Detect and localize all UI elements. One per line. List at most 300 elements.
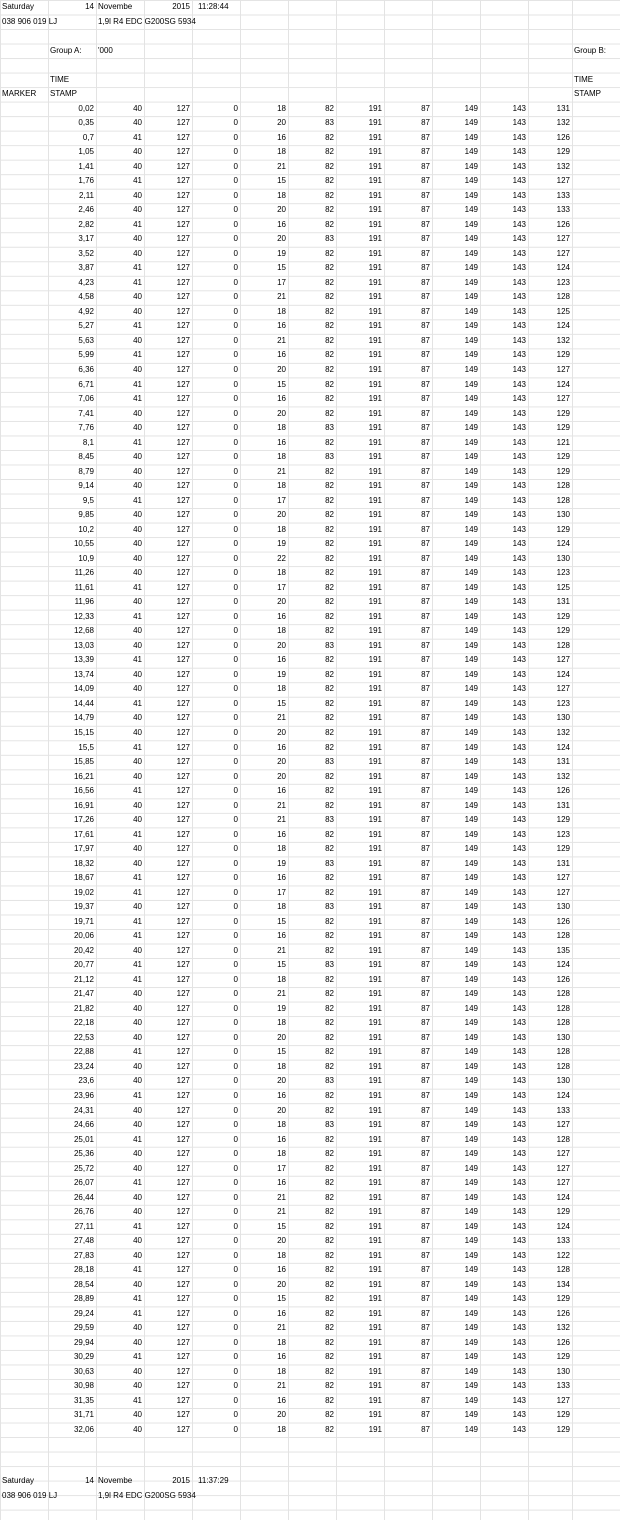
data-cell[interactable]: 143 [512, 742, 526, 752]
data-cell[interactable]: 82 [325, 1061, 334, 1071]
time-stamp-cell[interactable]: 20,06 [73, 931, 94, 941]
data-cell[interactable]: 0 [233, 1134, 238, 1144]
data-cell[interactable]: 0 [233, 423, 238, 433]
data-cell[interactable]: 124 [556, 960, 570, 970]
data-cell[interactable]: 82 [325, 916, 334, 926]
data-cell[interactable]: 82 [325, 466, 334, 476]
data-cell[interactable]: 0 [233, 1279, 238, 1289]
data-cell[interactable]: 87 [421, 176, 430, 186]
time-stamp-cell[interactable]: 26,76 [73, 1207, 94, 1217]
data-cell[interactable]: 191 [368, 698, 382, 708]
data-cell[interactable]: 87 [421, 553, 430, 563]
data-cell[interactable]: 126 [556, 219, 570, 229]
data-cell[interactable]: 0 [233, 539, 238, 549]
data-cell[interactable]: 87 [421, 742, 430, 752]
data-cell[interactable]: 191 [368, 1395, 382, 1405]
data-cell[interactable]: 82 [325, 931, 334, 941]
data-cell[interactable]: 128 [556, 989, 570, 999]
data-cell[interactable]: 149 [464, 1192, 478, 1202]
data-cell[interactable]: 149 [464, 248, 478, 258]
data-cell[interactable]: 149 [464, 1395, 478, 1405]
data-cell[interactable]: 87 [421, 582, 430, 592]
data-cell[interactable]: 0 [233, 553, 238, 563]
data-cell[interactable]: 127 [176, 960, 190, 970]
data-cell[interactable]: 20 [277, 1279, 286, 1289]
data-cell[interactable]: 149 [464, 873, 478, 883]
data-cell[interactable]: 16 [277, 873, 286, 883]
data-cell[interactable]: 18 [277, 1018, 286, 1028]
data-cell[interactable]: 191 [368, 1091, 382, 1100]
data-cell[interactable]: 127 [176, 611, 190, 621]
data-cell[interactable]: 127 [176, 350, 190, 360]
data-cell[interactable]: 143 [512, 277, 526, 287]
data-cell[interactable]: 22 [277, 553, 286, 563]
data-cell[interactable]: 149 [464, 960, 478, 970]
time-stamp-cell[interactable]: 21,12 [73, 974, 94, 984]
data-cell[interactable]: 127 [176, 103, 190, 113]
time-stamp-cell[interactable]: 21,47 [73, 989, 94, 999]
data-cell[interactable]: 18 [277, 1120, 286, 1130]
data-cell[interactable]: 40 [133, 757, 142, 767]
time-stamp-cell[interactable]: 3,87 [78, 263, 94, 273]
data-cell[interactable]: 87 [421, 974, 430, 984]
time-stamp-cell[interactable]: 8,79 [78, 466, 94, 476]
data-cell[interactable]: 40 [133, 568, 142, 578]
data-cell[interactable]: 143 [512, 1265, 526, 1275]
data-cell[interactable]: 191 [368, 1178, 382, 1188]
data-cell[interactable]: 149 [464, 132, 478, 142]
data-cell[interactable]: 18 [277, 684, 286, 694]
time-stamp-cell[interactable]: 28,54 [73, 1279, 94, 1289]
data-cell[interactable]: 127 [176, 1192, 190, 1202]
data-cell[interactable]: 82 [325, 1207, 334, 1217]
data-cell[interactable]: 143 [512, 684, 526, 694]
data-cell[interactable]: 0 [233, 844, 238, 854]
data-cell[interactable]: 0 [233, 379, 238, 389]
data-cell[interactable]: 87 [421, 1091, 430, 1100]
data-cell[interactable]: 143 [512, 481, 526, 491]
data-cell[interactable]: 143 [512, 1105, 526, 1115]
data-cell[interactable]: 127 [176, 1032, 190, 1042]
data-cell[interactable]: 143 [512, 829, 526, 839]
data-cell[interactable]: 191 [368, 582, 382, 592]
data-cell[interactable]: 87 [421, 713, 430, 723]
time-stamp-cell[interactable]: 6,71 [78, 379, 94, 389]
time-stamp-cell[interactable]: 24,31 [73, 1105, 94, 1115]
data-cell[interactable]: 20 [277, 1410, 286, 1420]
data-cell[interactable]: 87 [421, 1047, 430, 1057]
data-cell[interactable]: 191 [368, 335, 382, 345]
data-cell[interactable]: 143 [512, 960, 526, 970]
time-stamp-cell[interactable]: 13,74 [73, 669, 94, 679]
time-stamp-cell[interactable]: 5,99 [78, 350, 94, 360]
time-stamp-cell[interactable]: 1,41 [78, 161, 94, 171]
time-stamp-cell[interactable]: 10,2 [78, 524, 94, 534]
time-header[interactable]: TIME [50, 74, 70, 84]
data-cell[interactable]: 127 [176, 219, 190, 229]
data-cell[interactable]: 127 [176, 815, 190, 825]
time-header-b[interactable]: TIME [574, 74, 594, 84]
data-cell[interactable]: 17 [277, 582, 286, 592]
data-cell[interactable]: 149 [464, 205, 478, 215]
data-cell[interactable]: 82 [325, 1192, 334, 1202]
data-cell[interactable]: 40 [133, 1279, 142, 1289]
data-cell[interactable]: 125 [556, 582, 570, 592]
data-cell[interactable]: 149 [464, 1308, 478, 1318]
data-cell[interactable]: 82 [325, 626, 334, 636]
data-cell[interactable]: 149 [464, 1076, 478, 1086]
data-cell[interactable]: 129 [556, 844, 570, 854]
data-cell[interactable]: 87 [421, 103, 430, 113]
data-cell[interactable]: 0 [233, 1047, 238, 1057]
data-cell[interactable]: 83 [325, 858, 334, 868]
data-cell[interactable]: 16 [277, 1091, 286, 1100]
data-cell[interactable]: 18 [277, 1337, 286, 1347]
data-cell[interactable]: 0 [233, 1337, 238, 1347]
data-cell[interactable]: 0 [233, 713, 238, 723]
data-cell[interactable]: 143 [512, 887, 526, 897]
data-cell[interactable]: 143 [512, 916, 526, 926]
data-cell[interactable]: 40 [133, 234, 142, 244]
data-cell[interactable]: 143 [512, 757, 526, 767]
footer-time[interactable]: 11:37:29 [198, 1476, 229, 1486]
data-cell[interactable]: 127 [556, 1149, 570, 1159]
data-cell[interactable]: 87 [421, 495, 430, 505]
data-cell[interactable]: 128 [556, 1265, 570, 1275]
data-cell[interactable]: 149 [464, 1032, 478, 1042]
data-cell[interactable]: 127 [556, 873, 570, 883]
data-cell[interactable]: 127 [176, 1178, 190, 1188]
data-cell[interactable]: 40 [133, 1410, 142, 1420]
data-cell[interactable]: 149 [464, 1410, 478, 1420]
data-cell[interactable]: 149 [464, 379, 478, 389]
data-cell[interactable]: 143 [512, 786, 526, 796]
time-stamp-cell[interactable]: 11,96 [74, 597, 94, 607]
data-cell[interactable]: 17 [277, 495, 286, 505]
time-stamp-cell[interactable]: 31,71 [73, 1410, 94, 1420]
time-stamp-cell[interactable]: 16,21 [73, 771, 94, 781]
data-cell[interactable]: 87 [421, 960, 430, 970]
data-cell[interactable]: 128 [556, 640, 570, 650]
data-cell[interactable]: 40 [133, 640, 142, 650]
data-cell[interactable]: 143 [512, 974, 526, 984]
data-cell[interactable]: 0 [233, 1163, 238, 1173]
data-cell[interactable]: 143 [512, 858, 526, 868]
data-cell[interactable]: 143 [512, 263, 526, 273]
data-cell[interactable]: 87 [421, 1221, 430, 1231]
data-cell[interactable]: 127 [176, 1308, 190, 1318]
data-cell[interactable]: 41 [133, 321, 142, 331]
data-cell[interactable]: 87 [421, 640, 430, 650]
data-cell[interactable]: 143 [512, 1410, 526, 1420]
data-cell[interactable]: 0 [233, 248, 238, 258]
data-cell[interactable]: 15 [277, 1047, 286, 1057]
data-cell[interactable]: 15 [277, 263, 286, 273]
data-cell[interactable]: 40 [133, 1337, 142, 1347]
time-stamp-cell[interactable]: 15,15 [73, 728, 94, 737]
data-cell[interactable]: 130 [556, 902, 570, 912]
data-cell[interactable]: 0 [233, 786, 238, 796]
time-stamp-cell[interactable]: 32,06 [73, 1424, 94, 1434]
time-stamp-cell[interactable]: 23,6 [78, 1076, 94, 1086]
time-stamp-cell[interactable]: 19,37 [73, 902, 94, 912]
data-cell[interactable]: 87 [421, 916, 430, 926]
header-part-number[interactable]: 038 906 019 LJ [2, 16, 58, 26]
header-day[interactable]: Saturday [2, 2, 35, 11]
data-cell[interactable]: 127 [176, 742, 190, 752]
data-cell[interactable]: 40 [133, 1366, 142, 1376]
data-cell[interactable]: 0 [233, 335, 238, 345]
data-cell[interactable]: 132 [556, 1323, 570, 1333]
data-cell[interactable]: 40 [133, 902, 142, 912]
data-cell[interactable]: 16 [277, 1134, 286, 1144]
data-cell[interactable]: 82 [325, 873, 334, 883]
data-cell[interactable]: 191 [368, 844, 382, 854]
time-stamp-cell[interactable]: 0,7 [82, 132, 94, 142]
data-cell[interactable]: 41 [133, 1221, 142, 1231]
data-cell[interactable]: 149 [464, 335, 478, 345]
data-cell[interactable]: 87 [421, 539, 430, 549]
data-cell[interactable]: 0 [233, 394, 238, 404]
data-cell[interactable]: 191 [368, 1236, 382, 1246]
time-stamp-cell[interactable]: 22,53 [73, 1032, 94, 1042]
data-cell[interactable]: 127 [176, 858, 190, 868]
data-cell[interactable]: 149 [464, 800, 478, 810]
data-cell[interactable]: 143 [512, 1395, 526, 1405]
data-cell[interactable]: 87 [421, 132, 430, 142]
data-cell[interactable]: 127 [176, 481, 190, 491]
data-cell[interactable]: 191 [368, 510, 382, 520]
data-cell[interactable]: 143 [512, 132, 526, 142]
data-cell[interactable]: 0 [233, 1207, 238, 1217]
data-cell[interactable]: 82 [325, 1250, 334, 1260]
footer-date[interactable]: 14 [85, 1476, 94, 1486]
data-cell[interactable]: 127 [176, 829, 190, 839]
data-cell[interactable]: 20 [277, 728, 286, 737]
data-cell[interactable]: 127 [176, 147, 190, 157]
data-cell[interactable]: 127 [176, 1221, 190, 1231]
data-cell[interactable]: 143 [512, 553, 526, 563]
data-cell[interactable]: 127 [176, 1366, 190, 1376]
data-cell[interactable]: 143 [512, 1091, 526, 1100]
data-cell[interactable]: 18 [277, 1366, 286, 1376]
data-cell[interactable]: 40 [133, 248, 142, 258]
data-cell[interactable]: 132 [556, 728, 570, 737]
data-cell[interactable]: 87 [421, 1105, 430, 1115]
data-cell[interactable]: 149 [464, 626, 478, 636]
data-cell[interactable]: 19 [277, 248, 286, 258]
data-cell[interactable]: 132 [556, 771, 570, 781]
data-cell[interactable]: 127 [556, 394, 570, 404]
data-cell[interactable]: 18 [277, 524, 286, 534]
data-cell[interactable]: 133 [556, 1105, 570, 1115]
data-cell[interactable]: 149 [464, 1352, 478, 1362]
data-cell[interactable]: 87 [421, 248, 430, 258]
data-cell[interactable]: 83 [325, 234, 334, 244]
data-cell[interactable]: 40 [133, 539, 142, 549]
time-stamp-cell[interactable]: 22,88 [73, 1047, 94, 1057]
data-cell[interactable]: 191 [368, 365, 382, 374]
data-cell[interactable]: 191 [368, 292, 382, 302]
data-cell[interactable]: 41 [133, 219, 142, 229]
data-cell[interactable]: 127 [176, 597, 190, 607]
data-cell[interactable]: 87 [421, 510, 430, 520]
data-cell[interactable]: 191 [368, 495, 382, 505]
time-stamp-cell[interactable]: 18,67 [73, 873, 94, 883]
data-cell[interactable]: 149 [464, 1163, 478, 1173]
data-cell[interactable]: 16 [277, 132, 286, 142]
data-cell[interactable]: 191 [368, 190, 382, 200]
data-cell[interactable]: 87 [421, 1076, 430, 1086]
data-cell[interactable]: 82 [325, 553, 334, 563]
data-cell[interactable]: 87 [421, 1395, 430, 1405]
data-cell[interactable]: 149 [464, 1134, 478, 1144]
time-stamp-cell[interactable]: 8,1 [82, 437, 94, 447]
time-stamp-cell[interactable]: 29,24 [73, 1308, 94, 1318]
data-cell[interactable]: 21 [277, 1323, 286, 1333]
data-cell[interactable]: 16 [277, 1265, 286, 1275]
data-cell[interactable]: 127 [176, 423, 190, 433]
data-cell[interactable]: 87 [421, 568, 430, 578]
data-cell[interactable]: 16 [277, 219, 286, 229]
data-cell[interactable]: 87 [421, 1250, 430, 1260]
data-cell[interactable]: 127 [176, 1279, 190, 1289]
data-cell[interactable]: 0 [233, 1120, 238, 1130]
data-cell[interactable]: 16 [277, 742, 286, 752]
data-cell[interactable]: 149 [464, 1381, 478, 1391]
data-cell[interactable]: 127 [176, 1410, 190, 1420]
data-cell[interactable]: 87 [421, 365, 430, 374]
data-cell[interactable]: 87 [421, 205, 430, 215]
data-cell[interactable]: 15 [277, 1221, 286, 1231]
data-cell[interactable]: 40 [133, 481, 142, 491]
data-cell[interactable]: 40 [133, 103, 142, 113]
data-cell[interactable]: 124 [556, 1192, 570, 1202]
data-cell[interactable]: 0 [233, 176, 238, 186]
data-cell[interactable]: 41 [133, 394, 142, 404]
data-cell[interactable]: 40 [133, 1163, 142, 1173]
data-cell[interactable]: 127 [176, 1018, 190, 1028]
data-cell[interactable]: 87 [421, 1424, 430, 1434]
data-cell[interactable]: 18 [277, 103, 286, 113]
data-cell[interactable]: 21 [277, 713, 286, 723]
data-cell[interactable]: 87 [421, 292, 430, 302]
time-stamp-cell[interactable]: 7,41 [78, 408, 94, 418]
data-cell[interactable]: 87 [421, 786, 430, 796]
time-stamp-cell[interactable]: 9,85 [78, 510, 94, 520]
data-cell[interactable]: 87 [421, 190, 430, 200]
data-cell[interactable]: 82 [325, 989, 334, 999]
data-cell[interactable]: 0 [233, 365, 238, 374]
data-cell[interactable]: 149 [464, 103, 478, 113]
data-cell[interactable]: 149 [464, 640, 478, 650]
data-cell[interactable]: 143 [512, 118, 526, 128]
data-cell[interactable]: 191 [368, 887, 382, 897]
data-cell[interactable]: 127 [556, 1178, 570, 1188]
data-cell[interactable]: 82 [325, 306, 334, 316]
data-cell[interactable]: 128 [556, 1047, 570, 1057]
time-stamp-cell[interactable]: 17,61 [73, 829, 94, 839]
data-cell[interactable]: 143 [512, 1178, 526, 1188]
data-cell[interactable]: 143 [512, 205, 526, 215]
data-cell[interactable]: 130 [556, 553, 570, 563]
data-cell[interactable]: 87 [421, 1308, 430, 1318]
data-cell[interactable]: 143 [512, 1032, 526, 1042]
data-cell[interactable]: 191 [368, 1105, 382, 1115]
data-cell[interactable]: 129 [556, 452, 570, 462]
data-cell[interactable]: 87 [421, 1061, 430, 1071]
data-cell[interactable]: 143 [512, 219, 526, 229]
time-stamp-cell[interactable]: 4,23 [78, 277, 94, 287]
footer-year[interactable]: 2015 [172, 1476, 190, 1486]
data-cell[interactable]: 130 [556, 713, 570, 723]
data-cell[interactable]: 191 [368, 597, 382, 607]
data-cell[interactable]: 0 [233, 481, 238, 491]
time-stamp-cell[interactable]: 14,79 [73, 713, 94, 723]
data-cell[interactable]: 149 [464, 234, 478, 244]
data-cell[interactable]: 191 [368, 640, 382, 650]
data-cell[interactable]: 149 [464, 728, 478, 737]
data-cell[interactable]: 149 [464, 147, 478, 157]
time-stamp-cell[interactable]: 1,05 [78, 147, 94, 157]
data-cell[interactable]: 191 [368, 873, 382, 883]
data-cell[interactable]: 0 [233, 655, 238, 665]
data-cell[interactable]: 191 [368, 568, 382, 578]
time-stamp-cell[interactable]: 17,97 [73, 844, 94, 854]
data-cell[interactable]: 191 [368, 829, 382, 839]
data-cell[interactable]: 0 [233, 611, 238, 621]
data-cell[interactable]: 0 [233, 1105, 238, 1115]
time-stamp-cell[interactable]: 29,94 [73, 1337, 94, 1347]
data-cell[interactable]: 149 [464, 1424, 478, 1434]
data-cell[interactable]: 82 [325, 524, 334, 534]
data-cell[interactable]: 130 [556, 510, 570, 520]
data-cell[interactable]: 143 [512, 1294, 526, 1304]
data-cell[interactable]: 40 [133, 1192, 142, 1202]
data-cell[interactable]: 149 [464, 815, 478, 825]
data-cell[interactable]: 191 [368, 1149, 382, 1159]
data-cell[interactable]: 20 [277, 205, 286, 215]
time-stamp-cell[interactable]: 31,35 [73, 1395, 94, 1405]
data-cell[interactable]: 0 [233, 1352, 238, 1362]
data-cell[interactable]: 191 [368, 945, 382, 955]
data-cell[interactable]: 191 [368, 118, 382, 128]
data-cell[interactable]: 149 [464, 916, 478, 926]
data-cell[interactable]: 191 [368, 408, 382, 418]
data-cell[interactable]: 87 [421, 161, 430, 171]
data-cell[interactable]: 191 [368, 1134, 382, 1144]
data-cell[interactable]: 41 [133, 277, 142, 287]
data-cell[interactable]: 143 [512, 147, 526, 157]
data-cell[interactable]: 191 [368, 1323, 382, 1333]
data-cell[interactable]: 83 [325, 757, 334, 767]
data-cell[interactable]: 87 [421, 1207, 430, 1217]
data-cell[interactable]: 21 [277, 989, 286, 999]
data-cell[interactable]: 149 [464, 321, 478, 331]
data-cell[interactable]: 82 [325, 539, 334, 549]
data-cell[interactable]: 40 [133, 858, 142, 868]
data-cell[interactable]: 82 [325, 1352, 334, 1362]
data-cell[interactable]: 40 [133, 118, 142, 128]
data-cell[interactable]: 40 [133, 161, 142, 171]
data-cell[interactable]: 0 [233, 945, 238, 955]
data-cell[interactable]: 127 [176, 1352, 190, 1362]
time-stamp-cell[interactable]: 14,09 [73, 684, 94, 694]
data-cell[interactable]: 82 [325, 728, 334, 737]
data-cell[interactable]: 191 [368, 757, 382, 767]
data-cell[interactable]: 41 [133, 916, 142, 926]
marker-header[interactable]: MARKER [2, 89, 37, 99]
